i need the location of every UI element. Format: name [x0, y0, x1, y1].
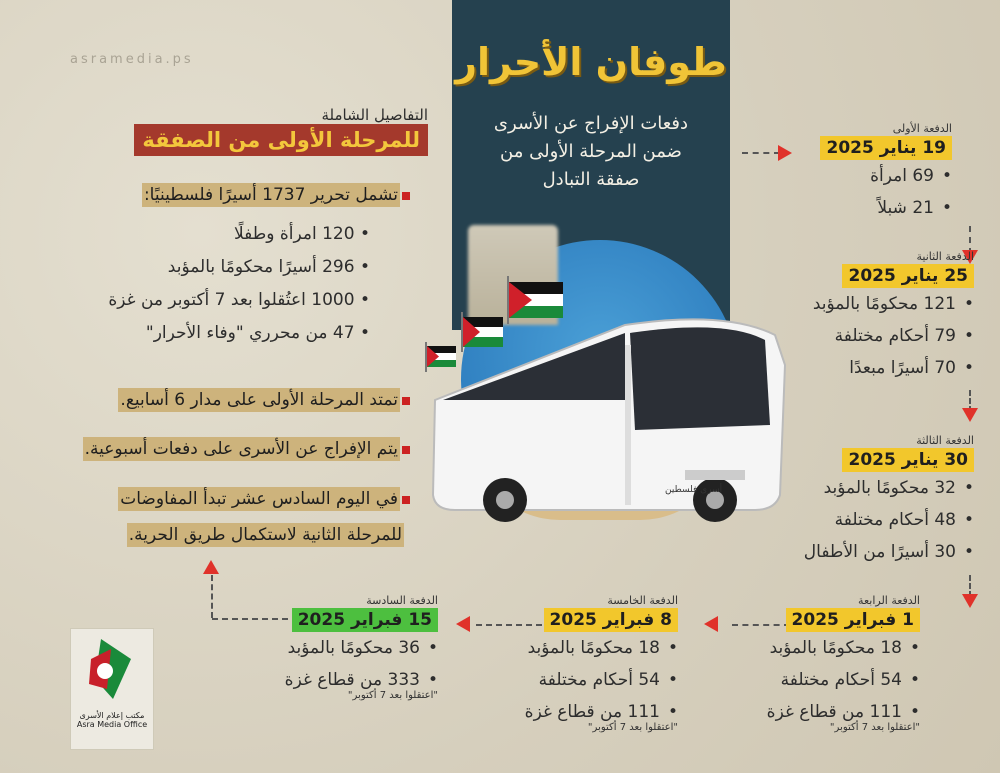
bullet-square-icon [402, 192, 410, 200]
batch-date: 15 فبراير 2025 [292, 608, 438, 632]
batch-date: 8 فبراير 2025 [544, 608, 678, 632]
bus-sign: أسرى فلسطين [665, 485, 723, 495]
list-item: •18 محكومًا بالمؤبد [769, 638, 920, 658]
batch-5 [478, 594, 678, 733]
details-paragraph-2: يتم الإفراج عن الأسرى على دفعات أسبوعية. [85, 434, 410, 464]
list-item: •333 من قطاع غزة [284, 670, 438, 690]
logo-name-en: Asra Media Office [76, 720, 148, 729]
batch-label: الدفعة الخامسة [607, 594, 678, 607]
list-item: • 1000 اعتُقلوا بعد 7 أكتوبر من غزة [108, 290, 370, 310]
list-item: •21 شبلاً [877, 198, 952, 218]
batch-date: 19 يناير 2025 [820, 136, 952, 160]
batch-date: 30 يناير 2025 [842, 448, 974, 472]
list-item: •69 امرأة [870, 166, 952, 186]
batch-4 [720, 594, 920, 733]
subtitle-line-3: صفقة التبادل [542, 169, 640, 190]
logo-emblem-icon [71, 629, 153, 707]
details-list [108, 218, 370, 350]
batch-label: الدفعة الرابعة [858, 594, 920, 607]
arrow-left-icon [456, 616, 470, 632]
details-paragraph-3: في اليوم السادس عشر تبدأ المفاوضات [120, 484, 410, 514]
arrow-down-icon [962, 408, 978, 422]
connector-line [211, 575, 213, 618]
batch-3 [754, 434, 974, 568]
bullet-square-icon [402, 496, 410, 504]
details-paragraph-3-line-2: للمرحلة الثانية لاستكمال طريق الحرية. [128, 525, 402, 545]
details-header [134, 106, 428, 156]
list-item: • 120 امرأة وطفلًا [233, 224, 370, 244]
arrow-down-icon [962, 594, 978, 608]
list-item: •79 أحكام مختلفة [834, 326, 974, 346]
details-heading: التفاصيل الشاملة [321, 106, 428, 124]
list-item: •54 أحكام مختلفة [538, 670, 678, 690]
subtitle-line-2: ضمن المرحلة الأولى من [500, 141, 682, 162]
asra-media-logo [70, 628, 154, 750]
details-title: للمرحلة الأولى من الصفقة [134, 124, 428, 156]
list-item: •54 أحكام مختلفة [780, 670, 920, 690]
list-item: • 47 من محرري "وفاء الأحرار" [145, 323, 370, 343]
batch-label: الدفعة الأولى [892, 122, 952, 135]
list-item: •70 أسيرًا مبعدًا [849, 358, 974, 378]
batch-date: 25 يناير 2025 [842, 264, 974, 288]
details-paragraph-1: تمتد المرحلة الأولى على مدار 6 أسابيع. [120, 385, 410, 415]
batch-2 [754, 250, 974, 384]
subtitle-line-1: دفعات الإفراج عن الأسرى [493, 113, 689, 134]
bullet-square-icon [402, 397, 410, 405]
batch-note: "اعتقلوا بعد 7 أكتوبر" [587, 722, 678, 733]
list-item: •48 أحكام مختلفة [834, 510, 974, 530]
list-item: •121 محكومًا بالمؤبد [812, 294, 974, 314]
list-item: •32 محكومًا بالمؤبد [823, 478, 974, 498]
batch-label: الدفعة الثالثة [916, 434, 974, 447]
arrow-left-icon [704, 616, 718, 632]
list-item: •111 من قطاع غزة [766, 702, 920, 722]
batch-1 [762, 122, 952, 224]
batch-date: 1 فبراير 2025 [786, 608, 920, 632]
main-title: طوفان الأحرار [455, 40, 727, 84]
batch-note: "اعتقلوا بعد 7 أكتوبر" [829, 722, 920, 733]
bullet-square-icon [402, 446, 410, 454]
list-item: •111 من قطاع غزة [524, 702, 678, 722]
details-intro: تشمل تحرير 1737 أسيرًا فلسطينيًا: [144, 180, 410, 210]
arrow-up-icon [203, 560, 219, 574]
batch-label: الدفعة الثانية [916, 250, 974, 263]
batch-6 [238, 594, 438, 701]
logo-name-ar: مكتب إعلام الأسرى [79, 711, 145, 720]
subtitle [452, 110, 730, 194]
watermark: asramedia.ps [70, 52, 194, 67]
list-item: •30 أسيرًا من الأطفال [803, 542, 974, 562]
bus-illustration [425, 305, 805, 525]
batch-note: "اعتقلوا بعد 7 أكتوبر" [347, 690, 438, 701]
batch-label: الدفعة السادسة [366, 594, 438, 607]
list-item: •18 محكومًا بالمؤبد [527, 638, 678, 658]
list-item: • 296 أسيرًا محكومًا بالمؤبد [167, 257, 370, 277]
list-item: •36 محكومًا بالمؤبد [287, 638, 438, 658]
